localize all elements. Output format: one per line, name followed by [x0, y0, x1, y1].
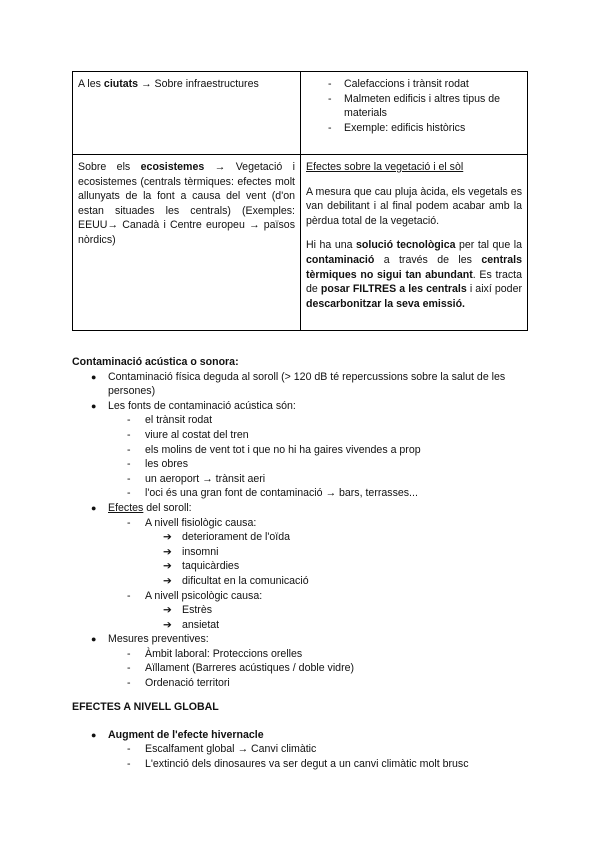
item-text: Contaminació física deguda al soroll (> 120 dB té repercussions sobre la salut de les persones)	[108, 370, 506, 398]
list-item	[91, 501, 532, 632]
bullet-icon: ●	[91, 400, 97, 411]
list-item	[91, 370, 532, 399]
dash-icon: -	[127, 443, 131, 456]
arrow-right-icon: ➔	[163, 545, 172, 558]
list-item	[127, 486, 532, 501]
item-text: Ordenació territori	[145, 677, 230, 690]
item-text: Àmbit laboral: Proteccions orelles	[145, 647, 303, 660]
dash-icon: -	[127, 516, 131, 529]
list-item	[163, 618, 532, 633]
dash-icon: -	[127, 743, 131, 756]
physio-list	[145, 530, 532, 588]
list-item	[127, 661, 532, 676]
sources-list	[108, 413, 532, 501]
cell-text: A les	[78, 78, 104, 90]
arrow-right-icon: ➔	[163, 618, 172, 631]
text-run: a través de les	[374, 253, 482, 266]
list-item: - Calefaccions i trànsit rodat	[344, 77, 522, 92]
item-text: Aïllament (Barreres acústiques / doble vidre)	[145, 662, 355, 675]
bullet-icon: ●	[91, 729, 97, 740]
cell-vegetation-effects	[301, 155, 528, 331]
item-text: l'oci és una gran font de contaminació → bars, terrasses...	[145, 487, 418, 500]
bullet-list	[72, 370, 532, 691]
item-text: Escalfament global → Canvi climàtic	[145, 743, 317, 756]
section-heading: EFECTES A NIVELL GLOBAL	[72, 701, 219, 713]
cell-paragraph	[306, 238, 522, 311]
effects-table	[72, 71, 528, 331]
dash-icon: -	[127, 472, 131, 485]
list-item	[127, 589, 532, 633]
list-item	[127, 676, 532, 691]
greenhouse-list	[108, 742, 532, 771]
item-text: Estrès	[182, 604, 213, 617]
dash-icon: -	[127, 414, 131, 427]
text-run: per tal que la	[455, 239, 522, 252]
table-row	[73, 72, 528, 155]
list-item	[127, 428, 532, 443]
bullet-icon: ●	[91, 634, 97, 645]
list-item: - Exemple: edificis històrics	[344, 121, 522, 136]
list-item	[91, 632, 532, 690]
list-item	[127, 443, 532, 458]
item-text: deteriorament de l'oïda	[182, 531, 291, 544]
dash-icon: -	[127, 677, 131, 690]
section-heading: Contaminació acústica o sonora:	[72, 356, 239, 368]
item-text: Mesures preventives:	[108, 633, 209, 646]
arrow-right-icon: ➔	[163, 531, 172, 544]
item-text: Les fonts de contaminació acústica són:	[108, 399, 296, 412]
bold-run: descarbonitzar la seva emissió.	[306, 297, 465, 310]
dash-icon: -	[127, 662, 131, 675]
measures-list	[108, 647, 532, 691]
cell-ecosystems	[73, 155, 301, 331]
bold-run: centrals tèrmiques no sigui tan abundant	[306, 253, 522, 281]
arrow-right-icon: ➔	[163, 574, 172, 587]
list-item	[127, 413, 532, 428]
item-text: dificultat en la comunicació	[182, 574, 309, 587]
bullet-list	[72, 728, 532, 772]
item-text: el trànsit rodat	[145, 414, 213, 427]
cell-cities	[73, 72, 301, 155]
item-title: Augment de l'efecte hivernacle	[108, 728, 264, 741]
list-item	[163, 603, 532, 618]
dash-icon: -	[127, 458, 131, 471]
list-item	[127, 516, 532, 589]
dash-icon: -	[127, 589, 131, 602]
cell-cities-effects	[301, 72, 528, 155]
text-run: i així poder	[466, 283, 522, 296]
text-run: Hi ha una	[306, 239, 357, 252]
dash-icon: -	[127, 428, 131, 441]
list-item	[127, 472, 532, 487]
cell-bold: ciutats	[103, 78, 139, 90]
cell-text: Sobre els	[78, 161, 141, 173]
item-text: L'extinció dels dinosaures va ser degut a un canvi climàtic molt brusc	[145, 757, 469, 770]
item-text: viure al costat del tren	[145, 428, 249, 441]
list-item	[91, 728, 532, 772]
psycho-list	[145, 603, 532, 632]
bold-run: contaminació	[306, 253, 375, 266]
dash-icon: -	[127, 757, 131, 770]
item-text: del soroll:	[143, 501, 192, 514]
cell-paragraph: A mesura que cau pluja àcida, els vegetals es van debilitant i al final podem acabar amb la pèrdua total de la vegetació.	[306, 185, 522, 227]
item-text: els molins de vent tot i que no hi ha gaires vivendes a prop	[145, 443, 421, 456]
list-item	[91, 399, 532, 501]
list-item	[163, 574, 532, 589]
item-text: insomni	[182, 545, 219, 558]
item-text: ansietat	[182, 618, 220, 631]
cell-bold: ecosistemes	[140, 161, 205, 173]
list-item	[163, 545, 532, 560]
text-run: . Es tracta de	[306, 268, 522, 296]
item-text: A nivell psicològic causa:	[145, 589, 263, 602]
bullet-icon: ●	[91, 371, 97, 382]
item-text-underlined: Efectes	[108, 501, 144, 514]
effects-list	[108, 516, 532, 633]
item-text: taquicàrdies	[182, 560, 240, 573]
list-item: - Malmeten edificis i altres tipus de materials	[344, 92, 522, 121]
list-item	[127, 742, 532, 757]
dash-list	[306, 77, 522, 135]
dash-icon: -	[127, 487, 131, 500]
bold-run: posar FILTRES a les centrals	[320, 283, 467, 296]
global-section	[72, 700, 532, 771]
arrow-right-icon: ➔	[163, 560, 172, 573]
list-item	[127, 647, 532, 662]
dash-icon: -	[127, 647, 131, 660]
list-item	[127, 457, 532, 472]
cell-subtitle: Efectes sobre la vegetació i el sòl	[306, 161, 464, 173]
arrow-right-icon: ➔	[163, 604, 172, 617]
table-row	[73, 155, 528, 331]
list-item	[163, 559, 532, 574]
cell-text: → Sobre infraestructures	[138, 78, 259, 90]
cell-text: → Vegetació i ecosistemes (centrals tèrmiques: efectes molt allunyats de la font a causa del vent (d'on estan situades les centrals) (Exemples: EEUU→ Canadà i Centre europeu → països nòrdics)	[78, 161, 296, 246]
item-text: les obres	[145, 458, 188, 471]
list-item	[127, 757, 532, 772]
acoustic-section	[72, 355, 532, 691]
item-text: A nivell fisiològic causa:	[145, 516, 257, 529]
bullet-icon: ●	[91, 502, 97, 513]
list-item	[163, 530, 532, 545]
bold-run: solució tecnològica	[356, 239, 456, 252]
item-text: un aeroport → trànsit aeri	[145, 472, 266, 485]
